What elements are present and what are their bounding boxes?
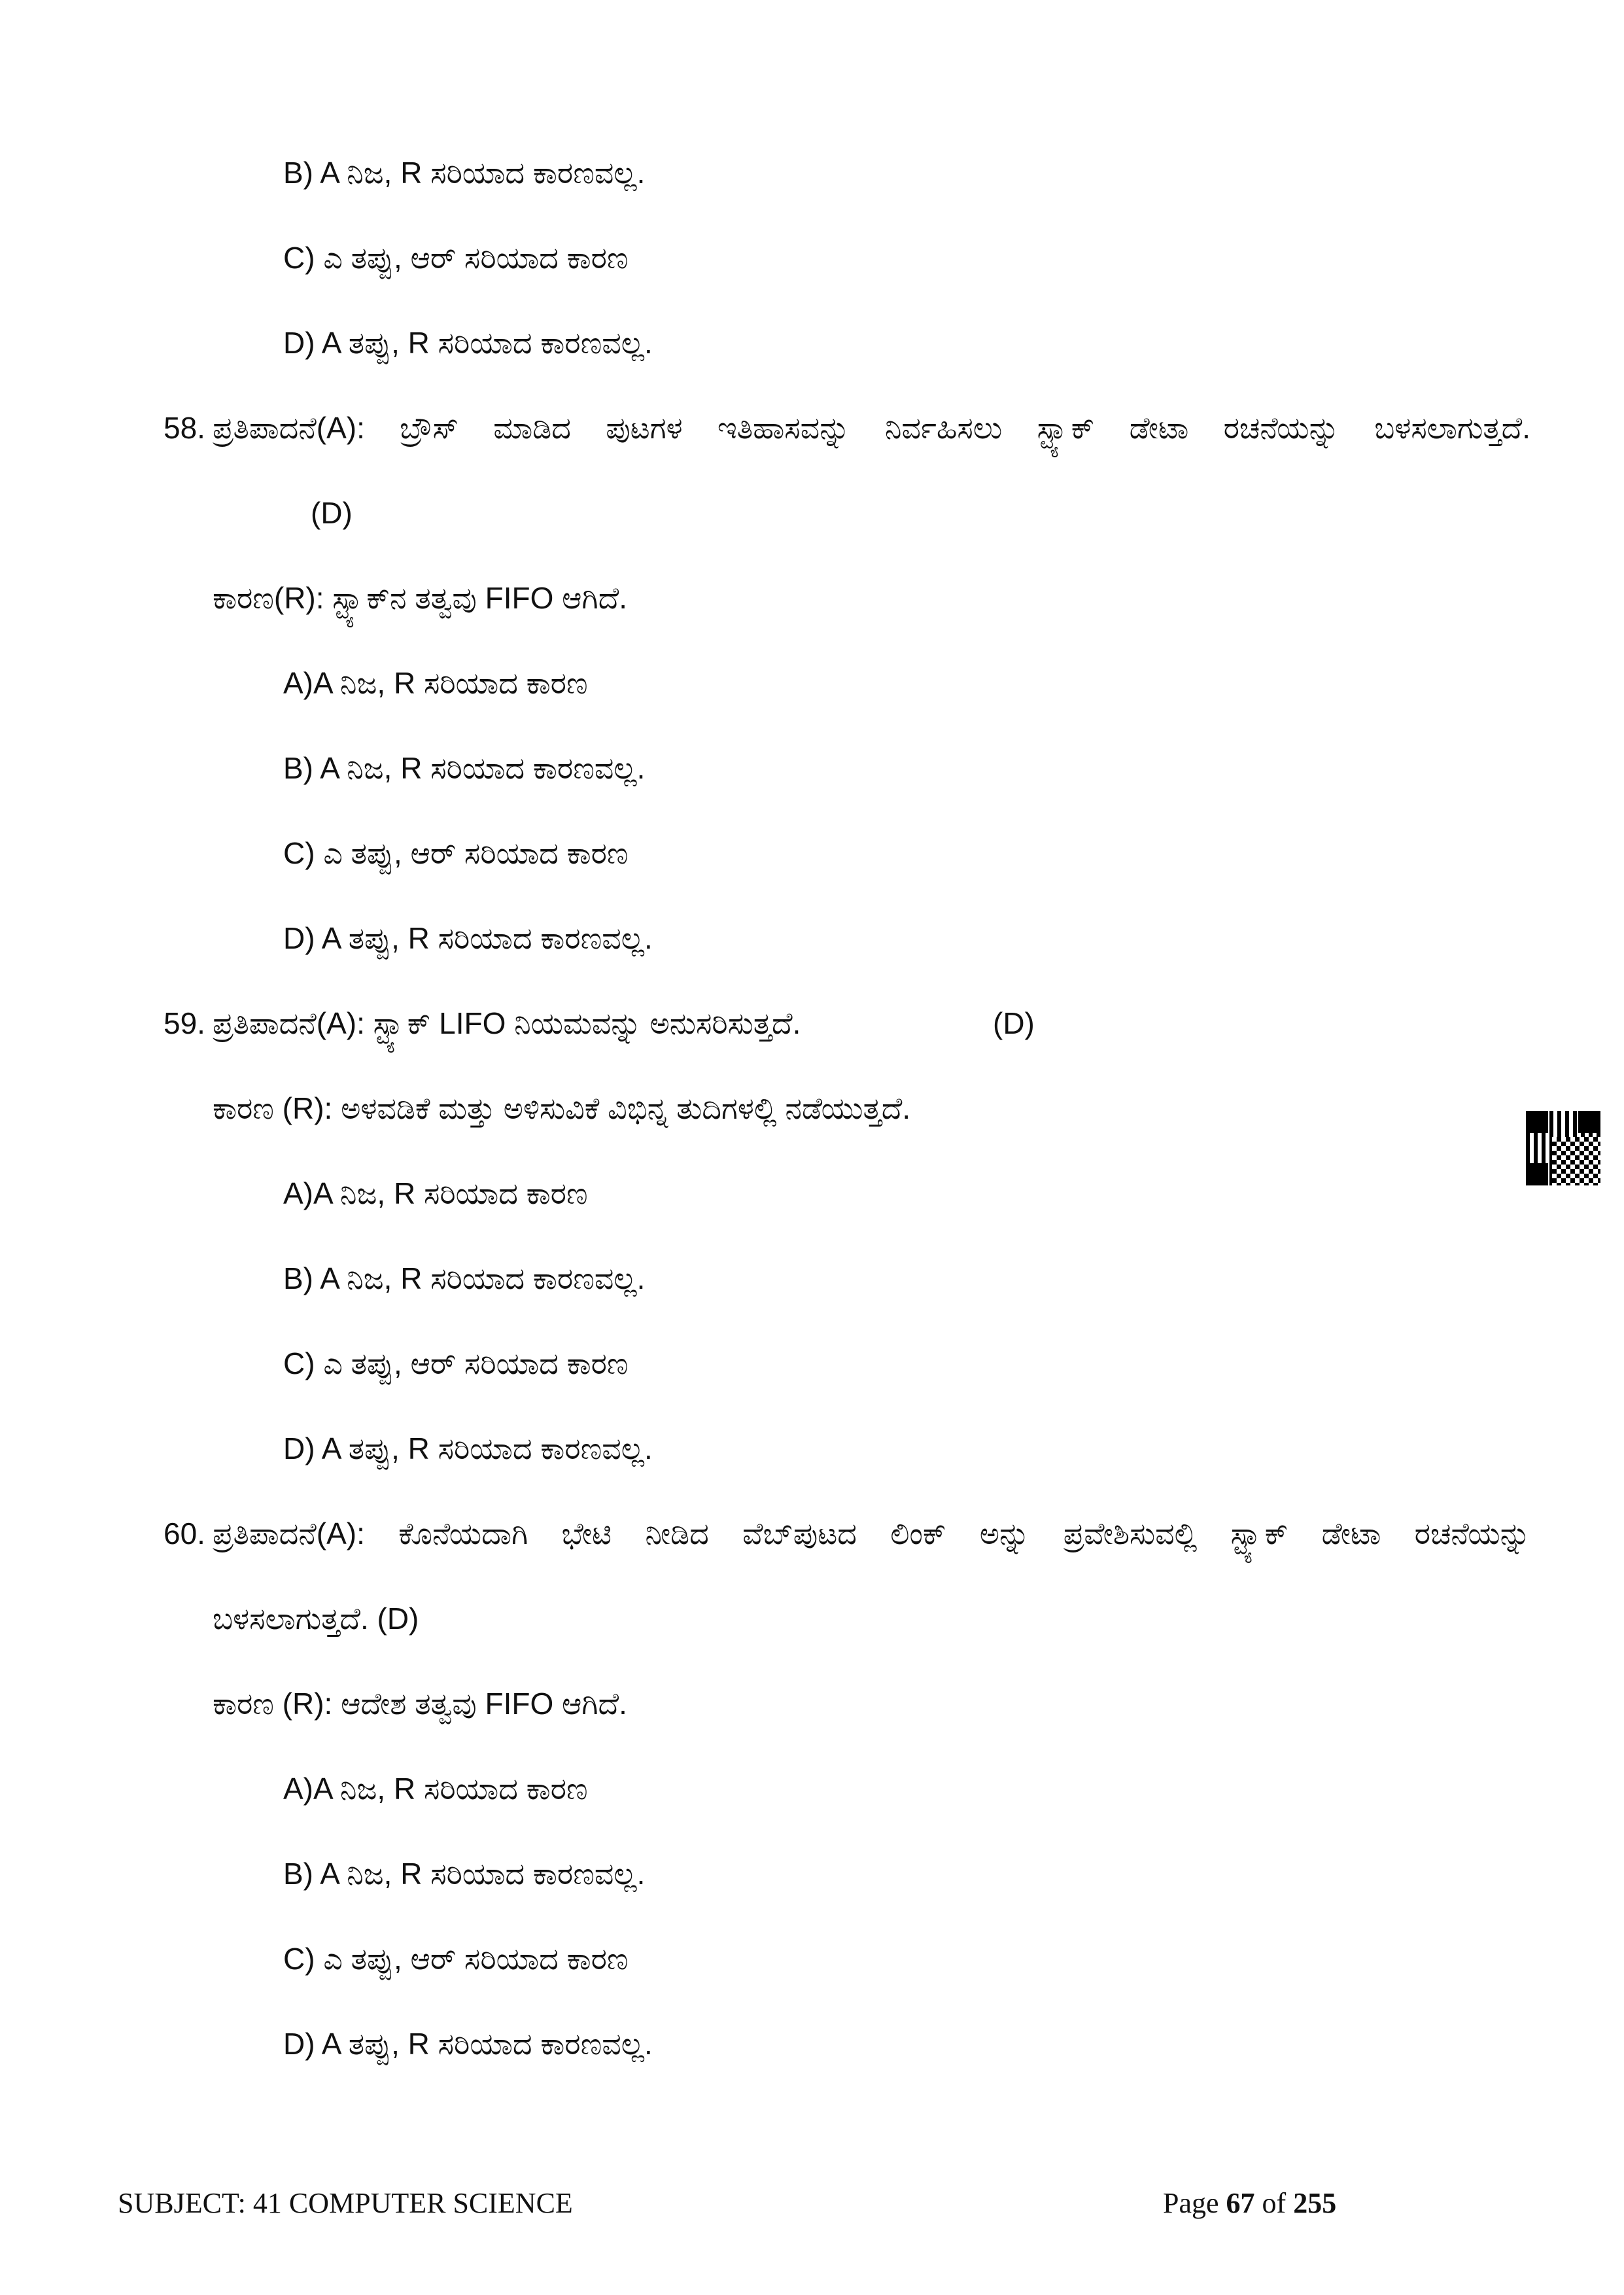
assertion-continuation: ಬಳಸಲಾಗುತ್ತದೆ. (D) [213, 1602, 419, 1636]
option-b: B) A ನಿಜ, R ಸರಿಯಾದ ಕಾರಣವಲ್ಲ. [283, 1857, 646, 1891]
option-d: D) A ತಪ್ಪು, R ಸರಿಯಾದ ಕಾರಣವಲ್ಲ. [283, 921, 653, 955]
page-of: of [1254, 2187, 1294, 2219]
option-a: A)A ನಿಜ, R ಸರಿಯಾದ ಕಾರಣ [283, 666, 588, 700]
qr-code [1526, 1111, 1600, 1185]
option-d: D) A ತಪ್ಪು, R ಸರಿಯಾದ ಕಾರಣವಲ್ಲ. [283, 326, 653, 360]
option-c: C) ಎ ತಪ್ಪು, ಆರ್ ಸರಿಯಾದ ಕಾರಣ [283, 1346, 629, 1380]
reason-text: ಕಾರಣ(R): ಸ್ಟ್ಯಾಕ್‌ನ ತತ್ವವು FIFO ಆಗಿದೆ. [213, 581, 628, 615]
option-a: A)A ನಿಜ, R ಸರಿಯಾದ ಕಾರಣ [283, 1772, 588, 1806]
footer-subject: SUBJECT: 41 COMPUTER SCIENCE [118, 2187, 573, 2219]
assertion-text: ಪ್ರತಿಪಾದನೆ(A): ಬ್ರೌಸ್ ಮಾಡಿದ ಪುಟಗಳ ಇತಿಹಾಸವನ್ನು ನಿರ್ವಹಿಸಲು ಸ್ಟ್ಯಾಕ್ ಡೇಟಾ ರಚನೆಯನ್ನು ಬಳಸಲಾಗುತ್ತದೆ. [213, 411, 1530, 445]
assertion-text: ಪ್ರತಿಪಾದನೆ(A): ಕೊನೆಯದಾಗಿ ಭೇಟಿ ನೀಡಿದ ವೆಬ್‌ಪುಟದ ಲಿಂಕ್ ಅನ್ನು ಪ್ರವೇಶಿಸುವಲ್ಲಿ ಸ್ಟ್ಯಾಕ್ ಡೇಟಾ ರಚನೆಯನ್ನು [213, 1516, 1530, 1550]
question-number: 58. [164, 411, 205, 445]
answer-key: (D) [993, 1006, 1035, 1040]
option-b: B) A ನಿಜ, R ಸರಿಯಾದ ಕಾರಣವಲ್ಲ. [283, 751, 646, 785]
page-total: 255 [1293, 2187, 1337, 2219]
page-prefix: Page [1163, 2187, 1226, 2219]
question-number: 60. [164, 1516, 205, 1550]
reason-text: ಕಾರಣ (R): ಅಳವಡಿಕೆ ಮತ್ತು ಅಳಿಸುವಿಕೆ ವಿಭಿನ್ನ ತುದಿಗಳಲ್ಲಿ ನಡೆಯುತ್ತದೆ. [213, 1091, 911, 1125]
option-c: C) ಎ ತಪ್ಪು, ಆರ್ ಸರಿಯಾದ ಕಾರಣ [283, 1942, 629, 1976]
option-c: C) ಎ ತಪ್ಪು, ಆರ್ ಸರಿಯಾದ ಕಾರಣ [283, 836, 629, 870]
option-a: A)A ನಿಜ, R ಸರಿಯಾದ ಕಾರಣ [283, 1176, 588, 1210]
footer-page-number [1163, 2185, 1336, 2222]
option-b: B) A ನಿಜ, R ಸರಿಯಾದ ಕಾರಣವಲ್ಲ. [283, 156, 646, 190]
question-number: 59. [164, 1006, 205, 1040]
assertion-text: ಪ್ರತಿಪಾದನೆ(A): ಸ್ಟ್ಯಾಕ್ LIFO ನಿಯಮವನ್ನು ಅನುಸರಿಸುತ್ತದೆ. [213, 1006, 801, 1040]
option-d: D) A ತಪ್ಪು, R ಸರಿಯಾದ ಕಾರಣವಲ್ಲ. [283, 1431, 653, 1465]
option-b: B) A ನಿಜ, R ಸರಿಯಾದ ಕಾರಣವಲ್ಲ. [283, 1261, 646, 1295]
answer-key: (D) [311, 496, 353, 530]
page-current: 67 [1226, 2187, 1255, 2219]
option-d: D) A ತಪ್ಪು, R ಸರಿಯಾದ ಕಾರಣವಲ್ಲ. [283, 2027, 653, 2061]
option-c: C) ಎ ತಪ್ಪು, ಆರ್ ಸರಿಯಾದ ಕಾರಣ [283, 241, 629, 275]
reason-text: ಕಾರಣ (R): ಆದೇಶ ತತ್ವವು FIFO ಆಗಿದೆ. [213, 1687, 627, 1721]
